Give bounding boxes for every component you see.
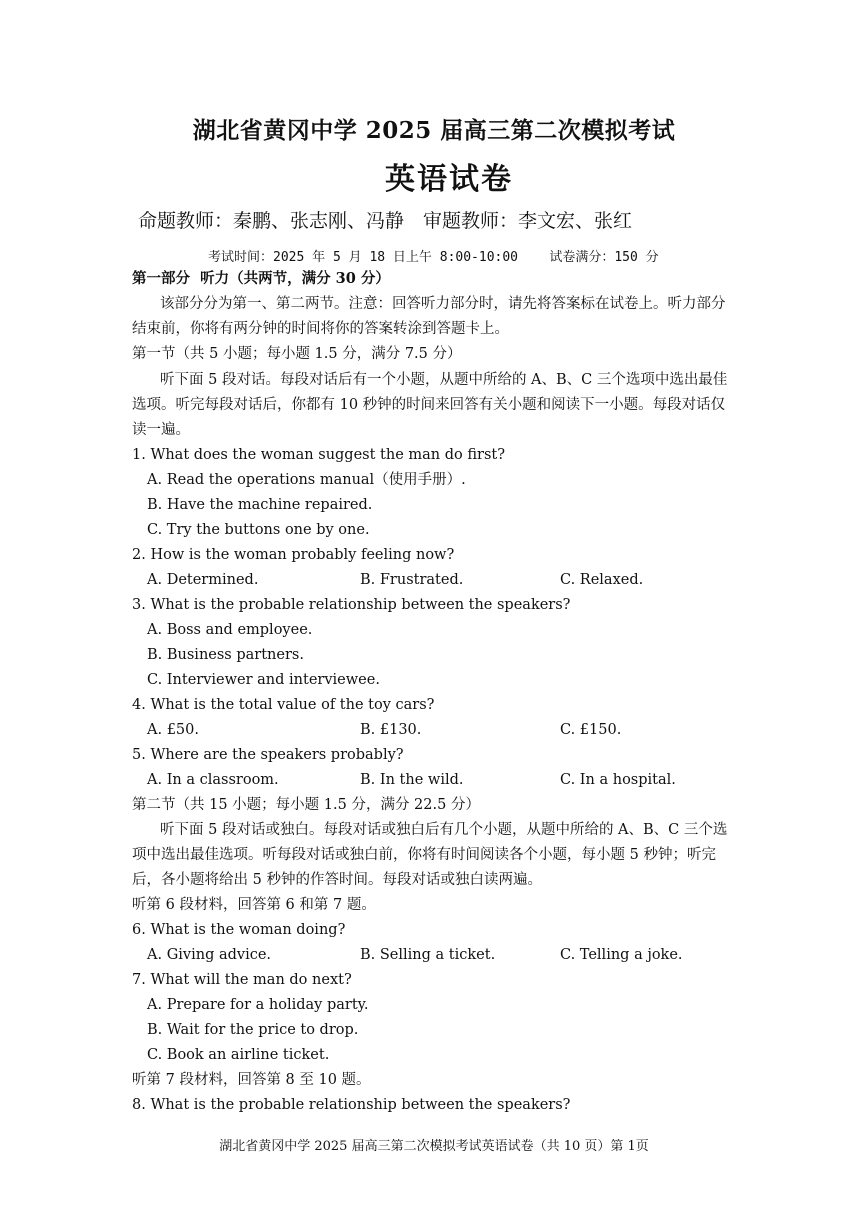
q4-option-c: C. £150. — [560, 722, 622, 738]
q6-option-c: C. Telling a joke. — [560, 947, 683, 963]
q1-option-b: B. Have the machine repaired. — [147, 497, 373, 513]
exam-meta — [208, 246, 659, 265]
exam-title: 湖北省黄冈中学 2025 届高三第二次模拟考试 — [192, 117, 676, 144]
question-1: 1. What does the woman suggest the man do first? — [132, 447, 506, 463]
question-4: 4. What is the total value of the toy cars? — [132, 697, 435, 713]
material-6-note: 听第 6 段材料，回答第 6 和第 7 题。 — [132, 897, 376, 913]
full-score: 试卷满分：150 分 — [549, 250, 659, 265]
q1-option-c: C. Try the buttons one by one. — [147, 522, 370, 538]
section1-intro: 听下面 5 段对话。每段对话后有一个小题，从题中所给的 A、B、C 三个选项中选出最佳选项。听完每段对话后，你都有 10 秒钟的时间来回答有关小题和阅读下一小题。每段对话仅读一遍。 — [132, 372, 728, 438]
q4-option-a: A. £50. — [147, 722, 199, 738]
question-5: 5. Where are the speakers probably? — [132, 747, 404, 763]
page-footer: 湖北省黄冈中学 2025 届高三第二次模拟考试英语试卷（共 10 页）第 1页 — [219, 1139, 649, 1154]
q3-option-c: C. Interviewer and interviewee. — [147, 672, 380, 688]
q3-option-b: B. Business partners. — [147, 647, 304, 663]
question-3: 3. What is the probable relationship between the speakers? — [132, 597, 571, 613]
material-7-note: 听第 7 段材料，回答第 8 至 10 题。 — [132, 1072, 371, 1088]
q7-option-c: C. Book an airline ticket. — [147, 1047, 330, 1063]
exam-time: 考试时间：2025 年 5 月 18 日上午 8:00-10:00 — [208, 250, 519, 265]
q5-option-b: B. In the wild. — [360, 772, 464, 788]
q4-option-b: B. £130. — [360, 722, 422, 738]
q5-option-c: C. In a hospital. — [560, 772, 676, 788]
q1-option-a: A. Read the operations manual（使用手册）. — [147, 472, 466, 488]
teachers-line: 命题教师：秦鹏、张志刚、冯静 审题教师：李文宏、张红 — [138, 210, 633, 232]
section2-heading: 第二节（共 15 小题；每小题 1.5 分，满分 22.5 分） — [132, 797, 480, 813]
question-8: 8. What is the probable relationship between the speakers? — [132, 1097, 571, 1113]
question-2: 2. How is the woman probably feeling now? — [132, 547, 455, 563]
question-6: 6. What is the woman doing? — [132, 922, 346, 938]
q7-option-b: B. Wait for the price to drop. — [147, 1022, 359, 1038]
q5-option-a: A. In a classroom. — [147, 772, 279, 788]
exam-subtitle: 英语试卷 — [385, 162, 513, 197]
part1-heading: 第一部分 听力（共两节，满分 30 分） — [132, 270, 390, 287]
section1-heading: 第一节（共 5 小题；每小题 1.5 分，满分 7.5 分） — [132, 346, 462, 362]
part1-intro: 该部分分为第一、第二两节。注意：回答听力部分时，请先将答案标在试卷上。听力部分结束前，你将有两分钟的时间将你的答案转涂到答题卡上。 — [132, 296, 726, 337]
section2-intro: 听下面 5 段对话或独白。每段对话或独白后有几个小题，从题中所给的 A、B、C 三个选项中选出最佳选项。听每段对话或独白前，你将有时间阅读各个小题，每小题 5 秒钟；听完后，各小题将给出 5 秒钟的作答时间。每段对话或独白读两遍。 — [132, 822, 728, 888]
q3-option-a: A. Boss and employee. — [147, 622, 313, 638]
q6-option-a: A. Giving advice. — [147, 947, 272, 963]
q2-option-b: B. Frustrated. — [360, 572, 464, 588]
question-7: 7. What will the man do next? — [132, 972, 352, 988]
q2-option-c: C. Relaxed. — [560, 572, 644, 588]
q2-option-a: A. Determined. — [147, 572, 259, 588]
q7-option-a: A. Prepare for a holiday party. — [147, 997, 369, 1013]
q6-option-b: B. Selling a ticket. — [360, 947, 496, 963]
